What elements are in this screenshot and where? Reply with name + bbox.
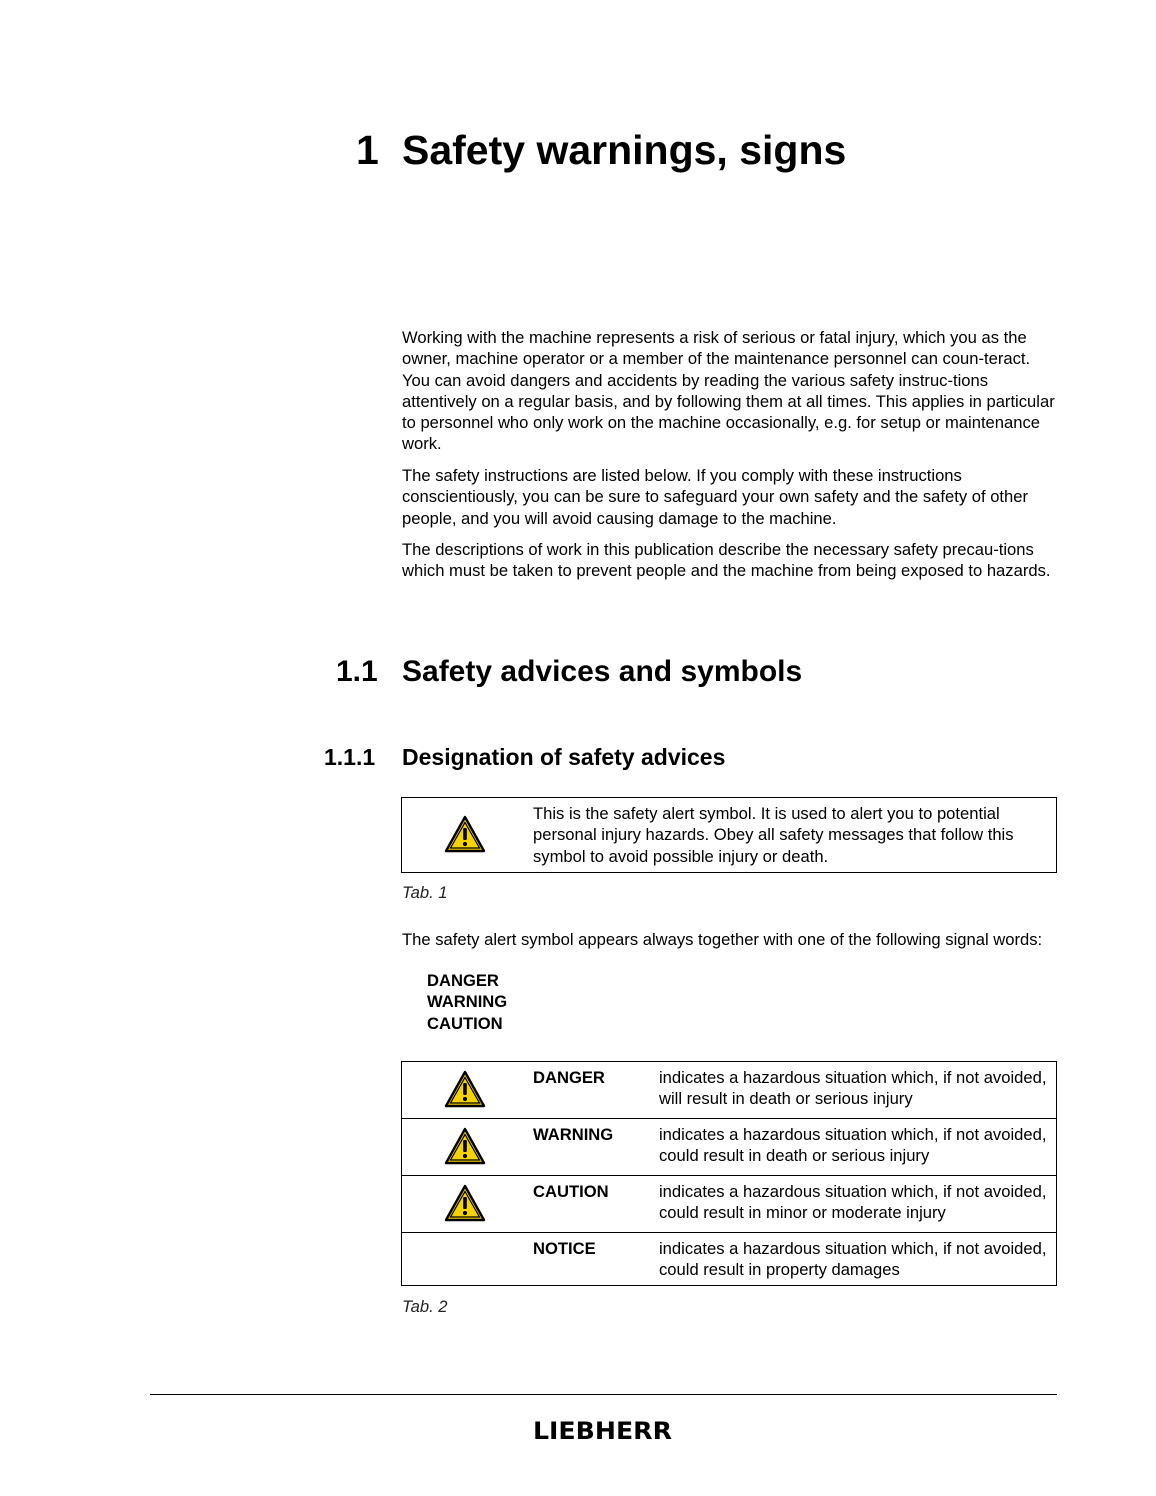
- signal-word-table: [401, 1061, 1057, 1286]
- signal-word: WARNING: [427, 992, 508, 1012]
- intro-paragraph-3: The descriptions of work in this publication describe the necessary safety precau-tions which must be taken to prevent people and the machine from being exposed to hazards.: [402, 540, 1051, 581]
- chapter-title: [356, 124, 846, 176]
- signal-word: CAUTION: [427, 1013, 503, 1033]
- chapter-number: 1: [356, 127, 379, 173]
- signal-word-cell: CAUTION: [533, 1182, 609, 1201]
- table-row: [402, 1233, 1057, 1286]
- table-row: [402, 1062, 1057, 1119]
- row-icon-cell: [402, 1119, 533, 1176]
- footer-divider: [150, 1394, 1057, 1395]
- table-row: [402, 1176, 1057, 1233]
- row-icon-cell: [402, 1176, 533, 1233]
- section-title: Safety advices and symbols: [402, 655, 803, 688]
- subsection-title: Designation of safety advices: [402, 744, 726, 770]
- table1-icon-cell: [402, 798, 533, 873]
- warning-triangle-icon: [444, 815, 486, 853]
- signal-word-cell: NOTICE: [533, 1239, 596, 1258]
- row-icon-cell: [402, 1062, 533, 1119]
- signal-word-list: [427, 970, 507, 1034]
- section-heading: [336, 652, 802, 692]
- table1-text: This is the safety alert symbol. It is used to alert you to potential personal injury hazards. Obey all safety messages that follow this symbol to avoid possible injury or death.: [533, 804, 1014, 866]
- signal-desc-cell: indicates a hazardous situation which, if not avoided, could result in minor or moderate injury: [659, 1182, 1047, 1223]
- warning-triangle-icon: [444, 1127, 486, 1165]
- signal-word-cell: WARNING: [533, 1125, 614, 1144]
- safety-symbol-table: [401, 797, 1057, 873]
- signal-desc-cell: indicates a hazardous situation which, if not avoided, could result in property damages: [659, 1239, 1047, 1280]
- chapter-title-text: Safety warnings, signs: [402, 127, 847, 173]
- table-row: [402, 1119, 1057, 1176]
- warning-triangle-icon: [444, 1070, 486, 1108]
- signal-word-cell: DANGER: [533, 1068, 605, 1087]
- row-icon-cell: [402, 1233, 533, 1286]
- intro-paragraph-1: Working with the machine represents a risk of serious or fatal injury, which you as the owner, machine operator or a member of the maintenance personnel can coun-teract. You can avoid dangers and accidents by reading the various safety instruc-tions attentively on a regular basis, and by following them at all times. This applies in particular to personnel who only work on the machine occasionally, e.g. for setup or maintenance work.: [402, 328, 1055, 454]
- signal-desc-cell: indicates a hazardous situation which, if not avoided, could result in death or serious injury: [659, 1125, 1047, 1166]
- signal-word: DANGER: [427, 971, 499, 990]
- warning-triangle-icon: [444, 1184, 486, 1222]
- subsection-number: 1.1.1: [324, 744, 376, 770]
- liebherr-logo: LIEBHERR: [533, 1417, 672, 1445]
- table2-caption: Tab. 2: [402, 1297, 448, 1316]
- section-number: 1.1: [336, 655, 378, 688]
- table1-caption: Tab. 1: [402, 883, 448, 902]
- subsection-heading: [324, 742, 725, 772]
- intro-paragraph-2: The safety instructions are listed below. If you comply with these instructions conscientiously, you can be sure to safeguard your own safety and the safety of other people, and you will avoid causing damage to the machine.: [402, 466, 1029, 528]
- signal-intro: The safety alert symbol appears always together with one of the following signal words:: [402, 930, 1043, 949]
- signal-desc-cell: indicates a hazardous situation which, if not avoided, will result in death or serious injury: [659, 1068, 1047, 1109]
